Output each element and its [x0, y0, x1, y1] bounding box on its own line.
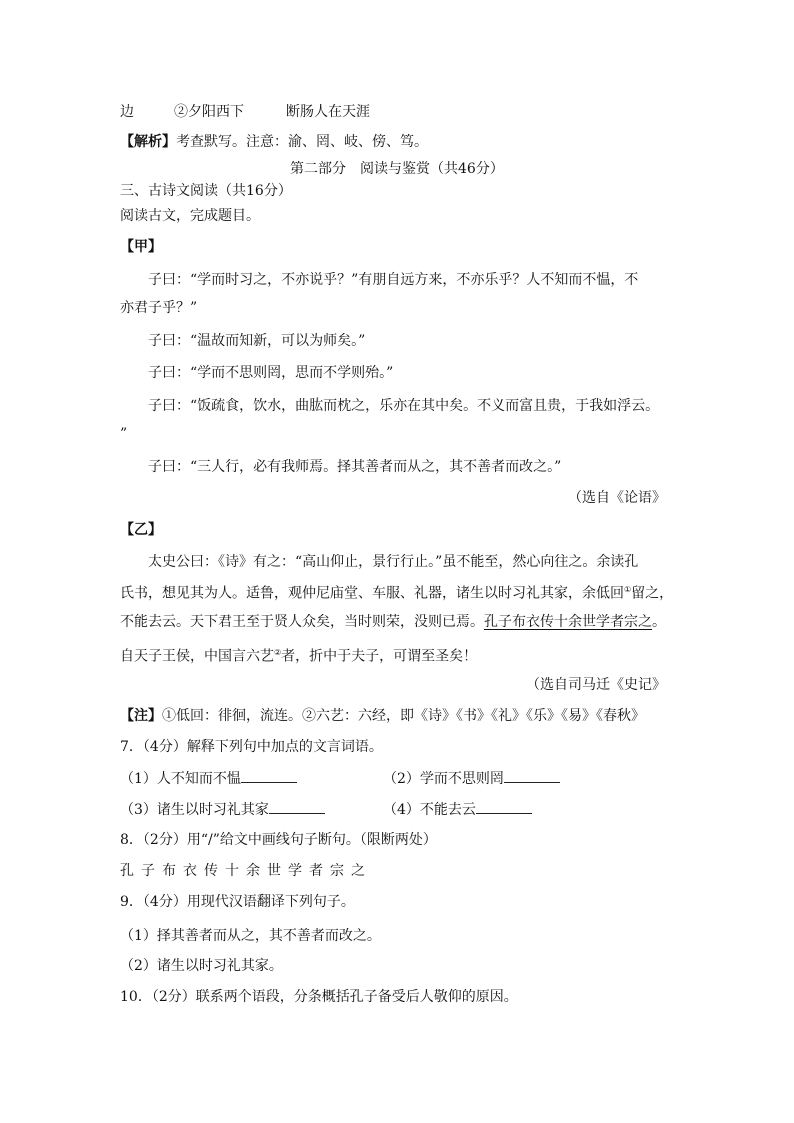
question-7-item-3 — [120, 799, 325, 820]
yi-label: 【乙】 — [120, 522, 162, 538]
answer-line — [120, 102, 370, 122]
jia-paragraph-4: 子曰：“饭疏食，饮水，曲肱而枕之，乐亦在其中矣。不义而富且贵，于我如浮云。 — [148, 398, 660, 414]
analysis-text: 考查默写。注意：渝、罔、岐、傍、笃。 — [176, 134, 428, 150]
yi-line-3-text: 不能去云。天下君王至于贤人众矣，当时则荣，没则已焉。 — [120, 614, 484, 630]
question-7-item-3-text: （3）诸生以时习礼其家 — [120, 802, 269, 818]
question-8-title: 8．（2分）用“/”给文中画线句子断句。（限断两处） — [120, 832, 437, 848]
answer-blank[interactable] — [476, 799, 532, 814]
question-7-item-2 — [383, 768, 560, 789]
question-7-item-1-text: （1）人不知而不愠 — [120, 771, 241, 787]
question-7-title: 7．（4分）解释下列句中加点的文言词语。 — [120, 739, 383, 755]
yi-line-4-end: 者，折中于夫子，可谓至圣矣！ — [281, 648, 478, 665]
answer-blank[interactable] — [269, 799, 325, 814]
answer-item-2: ②夕阳西下 — [174, 104, 244, 120]
underlined-sentence: 孔子布衣传十余世学者宗之 — [484, 614, 652, 630]
question-7-item-2-text: （2）学而不思则罔 — [383, 771, 504, 787]
question-7-item-4 — [383, 799, 532, 820]
analysis-label: 【解析】 — [120, 134, 176, 150]
footnote-marker-2: ② — [274, 648, 282, 657]
answer-blank[interactable] — [241, 768, 297, 783]
jia-paragraph-1-cont: 亦君子乎？” — [120, 300, 198, 316]
question-8-sentence: 孔子布衣传十余世学者宗之 — [120, 863, 372, 879]
yi-line-4 — [120, 643, 477, 667]
yi-line-3 — [120, 612, 666, 632]
jia-paragraph-5: 子曰：“三人行，必有我师焉。择其善者而从之，其不善者而改之。” — [148, 459, 562, 475]
jia-source: （选自《论语》 — [568, 490, 666, 506]
question-7-item-4-text: （4）不能去云 — [383, 802, 476, 818]
question-9-item-1: （1）择其善者而从之，其不善者而改之。 — [120, 928, 381, 944]
section-title: 第二部分 阅读与鉴赏（共46分） — [290, 161, 504, 177]
jia-label: 【甲】 — [120, 239, 162, 255]
yi-line-3-end: 。 — [652, 614, 666, 630]
jia-paragraph-3: 子曰：“学而不思则罔，思而不学则殆。” — [148, 365, 394, 381]
question-9-title: 9．（4分）用现代汉语翻译下列句子。 — [120, 894, 355, 910]
question-9-item-2: （2）诸生以时习礼其家。 — [120, 958, 283, 974]
note-label: 【注】 — [120, 708, 162, 724]
footnote-marker-1: ① — [624, 585, 632, 594]
yi-line-1: 太史公曰：《诗》有之：“高山仰止，景行行止。”虽不能至，然心向往之。余读孔 — [148, 554, 639, 570]
jia-paragraph-1: 子曰：“学而时习之，不亦说乎？”有朋自远方来，不亦乐乎？人不知而不愠，不 — [148, 272, 639, 288]
answer-item-2-text: 断肠人在天涯 — [286, 104, 370, 120]
jia-paragraph-4-cont: ” — [120, 426, 128, 442]
answer-blank[interactable] — [504, 768, 560, 783]
question-10-title: 10．（2分）联系两个语段，分条概括孔子备受后人敬仰的原因。 — [120, 989, 518, 1005]
question-7-item-1 — [120, 768, 297, 789]
section-heading-3: 三、古诗文阅读（共16分） — [120, 183, 292, 199]
yi-line-4-text: 自天子王侯，中国言六艺 — [120, 648, 274, 665]
jia-paragraph-2: 子曰：“温故而知新，可以为师矣。” — [148, 333, 366, 349]
analysis-line — [120, 132, 428, 152]
yi-source: （选自司马迁《史记》 — [526, 677, 666, 693]
note-line — [120, 706, 645, 726]
yi-line-2-text: 氏书，想见其为人。适鲁，观仲尼庙堂、车服、礼器，诸生以时习礼其家，余低回 — [120, 585, 624, 602]
yi-line-2 — [120, 580, 673, 604]
yi-line-2-end: 留之， — [631, 585, 674, 602]
note-text: ①低回：徘徊，流连。②六艺：六经，即《诗》《书》《礼》《乐》《易》《春秋》 — [162, 708, 645, 724]
instruction: 阅读古文，完成题目。 — [120, 208, 260, 224]
answer-fragment: 边 — [120, 104, 134, 120]
